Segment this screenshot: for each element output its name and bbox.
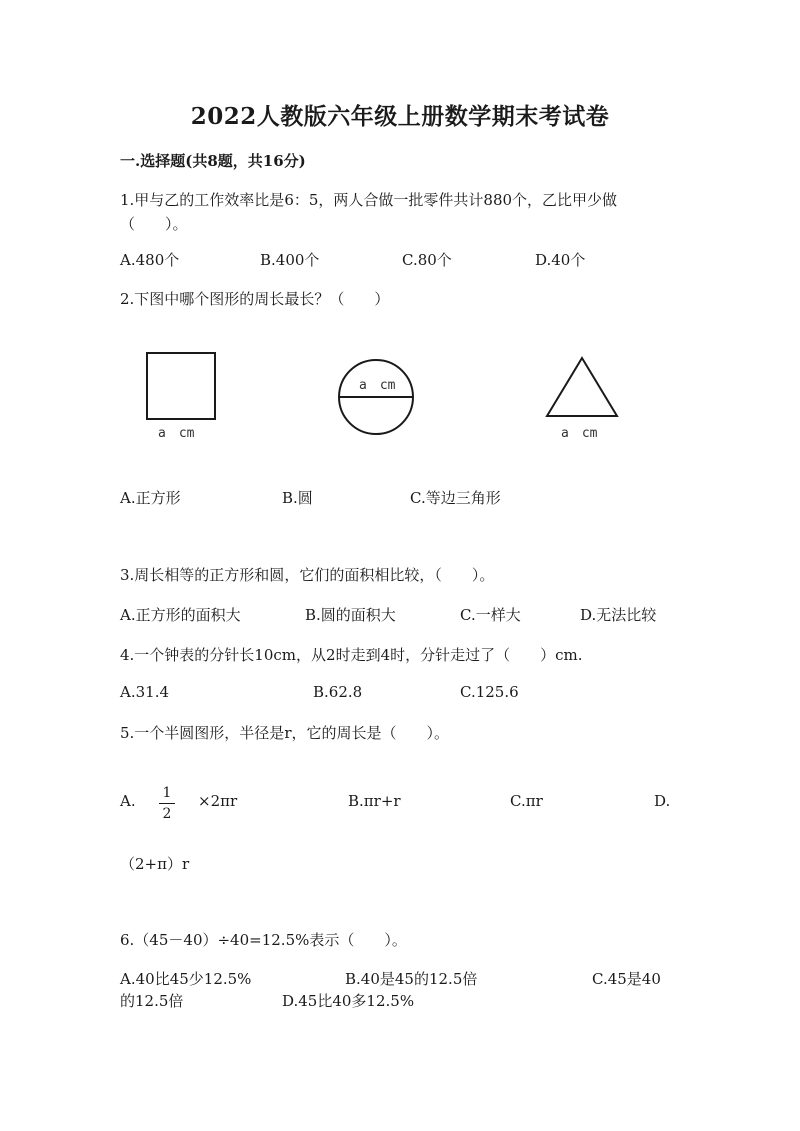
- q3-option-b: B.圆的面积大: [305, 606, 396, 624]
- q3-option-c: C.一样大: [460, 606, 521, 624]
- q1-option-a: A.480个: [120, 251, 180, 269]
- circle-label: a cm: [359, 378, 396, 393]
- square-figure: [147, 353, 215, 419]
- q5-option-d-expression: （2+π）r: [120, 855, 190, 873]
- q3-option-a: A.正方形的面积大: [120, 606, 241, 624]
- q6-option-a: A.40比45少12.5%: [120, 970, 252, 988]
- q2-option-a: A.正方形: [120, 489, 181, 507]
- fraction-bar: [159, 803, 175, 804]
- q5-option-d-label: D.: [654, 792, 671, 810]
- question-1-text: 1.甲与乙的工作效率比是6：5，两人合做一批零件共计880个，乙比甲少做: [120, 191, 618, 209]
- fraction-denominator: 2: [162, 806, 172, 822]
- q2-option-c: C.等边三角形: [410, 489, 501, 507]
- question-1-text-cont: （ ）。: [120, 215, 188, 233]
- question-5-text: 5.一个半圆图形，半径是r，它的周长是（ ）。: [120, 724, 449, 742]
- q1-option-b: B.400个: [260, 251, 320, 269]
- q6-option-c: C.45是40: [592, 970, 661, 988]
- triangle-figure: [547, 358, 617, 416]
- q6-option-d: D.45比40多12.5%: [282, 992, 415, 1010]
- q1-option-c: C.80个: [402, 251, 452, 269]
- q5-option-a-fraction: [159, 784, 175, 823]
- question-6-text: 6.（45－40）÷40=12.5%表示（ ）。: [120, 931, 407, 949]
- question-2-text: 2.下图中哪个图形的周长最长？（ ）: [120, 290, 390, 308]
- q6-option-b: B.40是45的12.5倍: [345, 970, 478, 988]
- q4-option-c: C.125.6: [460, 683, 519, 701]
- q4-option-b: B.62.8: [313, 683, 363, 701]
- triangle-label: a cm: [561, 426, 598, 441]
- square-label: a cm: [158, 426, 195, 441]
- fraction-numerator: 1: [162, 785, 172, 801]
- q5-option-c: C.πr: [510, 792, 543, 810]
- q2-figures: [130, 340, 650, 450]
- q3-option-d: D.无法比较: [580, 606, 657, 624]
- q6-option-c-cont: 的12.5倍: [120, 992, 184, 1010]
- q5-option-b: B.πr+r: [348, 792, 401, 810]
- section-heading: 一.选择题(共8题，共16分): [120, 152, 306, 170]
- q5-option-a-expression: ×2πr: [198, 792, 238, 810]
- question-4-text: 4.一个钟表的分针长10cm，从2时走到4时，分针走过了（ ）cm.: [120, 646, 583, 664]
- q4-option-a: A.31.4: [120, 683, 169, 701]
- page-title: 2022人教版六年级上册数学期末考试卷: [190, 103, 610, 130]
- q2-option-b: B.圆: [282, 489, 313, 507]
- q5-option-a-label: A.: [120, 792, 136, 810]
- question-3-text: 3.周长相等的正方形和圆，它们的面积相比较，（ ）。: [120, 566, 495, 584]
- q1-option-d: D.40个: [535, 251, 586, 269]
